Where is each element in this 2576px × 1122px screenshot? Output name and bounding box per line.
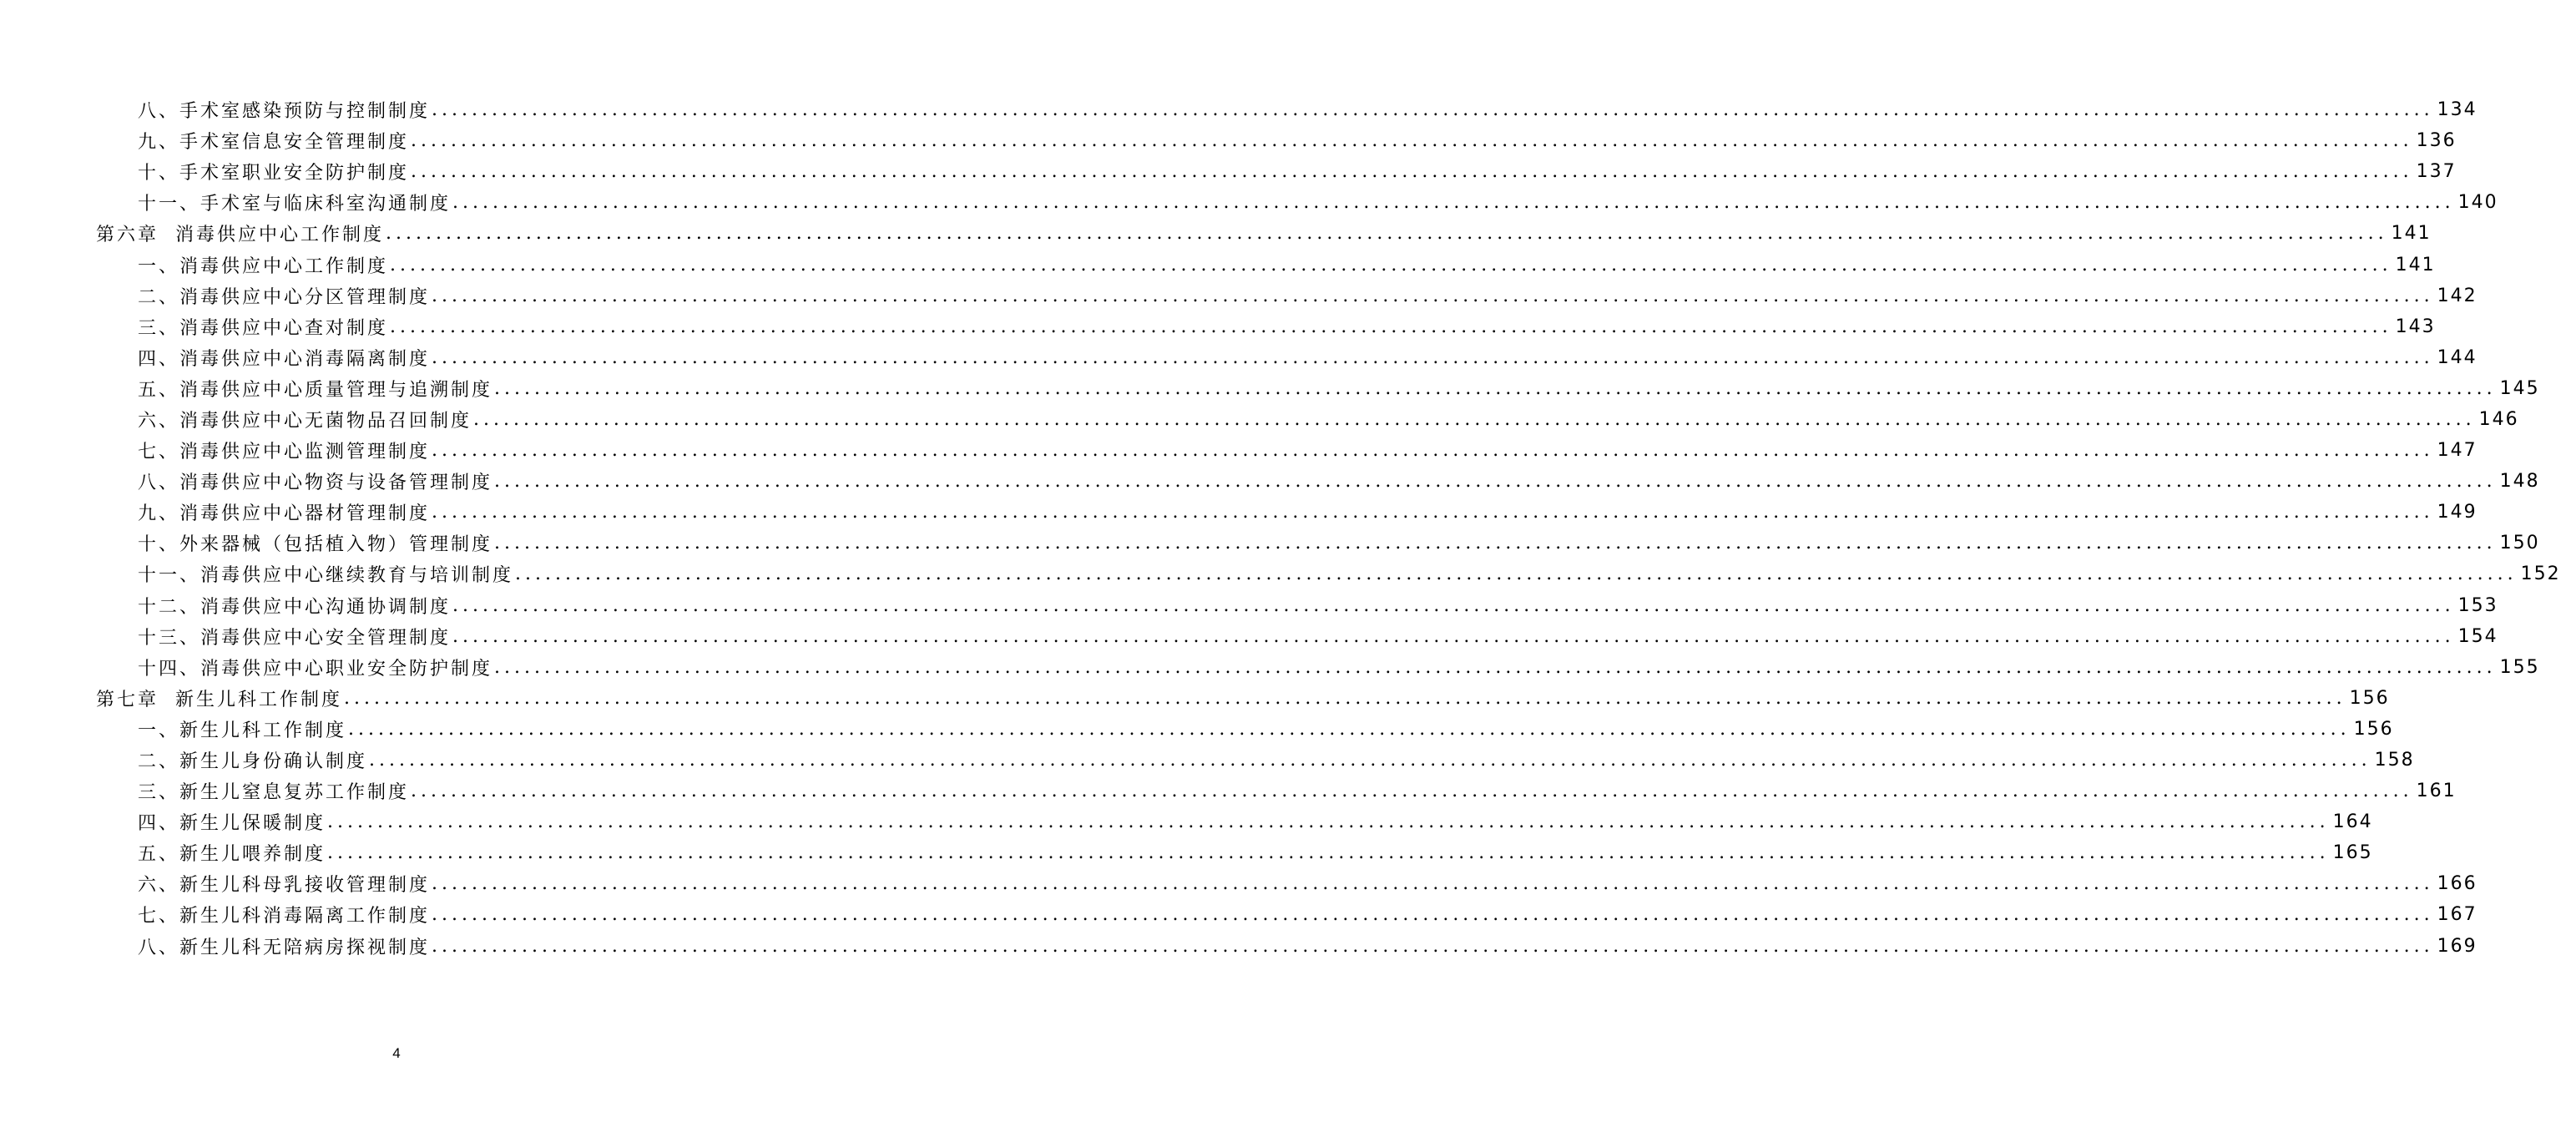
toc-entry-title: 一、消毒供应中心工作制度 (138, 255, 389, 277)
toc-page-number: 165 (2332, 842, 2373, 864)
toc-page-number: 142 (2437, 285, 2478, 306)
toc-page-number: 161 (2416, 781, 2457, 802)
toc-entry-title: 二、新生儿身份确认制度 (138, 751, 368, 773)
toc-chapter-title: 消毒供应中心工作制度 (175, 225, 385, 246)
toc-page-number: 156 (2353, 718, 2394, 740)
toc-entry-title: 六、新生儿科母乳接收管理制度 (138, 875, 431, 897)
dot-leader: ........................................................................................................................................................................................................ (327, 842, 2330, 864)
toc-entry-title: 三、新生儿窒息复苏工作制度 (138, 782, 410, 804)
toc-section-row[interactable] (0, 806, 2373, 837)
toc-page-number: 167 (2437, 904, 2478, 926)
toc-entry-title: 十一、消毒供应中心继续教育与培训制度 (138, 565, 514, 587)
dot-leader: ........................................................................................................................................................................................................ (432, 502, 2434, 523)
toc-section-row[interactable] (0, 776, 2457, 806)
toc-page-number: 141 (2395, 254, 2436, 275)
toc-entry-title (96, 685, 342, 711)
dot-leader: ........................................................................................................................................................................................................ (432, 440, 2434, 462)
toc-entry-title (96, 220, 384, 246)
dot-leader: ........................................................................................................................................................................................................ (348, 718, 2351, 740)
dot-leader: ........................................................................................................................................................................................................ (432, 285, 2434, 306)
toc-page-number: 154 (2457, 625, 2498, 647)
toc-entry-title: 七、消毒供应中心监测管理制度 (138, 442, 431, 463)
dot-leader: ........................................................................................................................................................................................................ (390, 254, 2392, 275)
dot-leader: ........................................................................................................................................................................................................ (473, 408, 2476, 430)
toc-entry-title: 八、手术室感染预防与控制制度 (138, 101, 431, 123)
toc-page-number: 158 (2374, 750, 2415, 771)
toc-entry-title: 七、新生儿科消毒隔离工作制度 (138, 906, 431, 927)
toc-page-number: 150 (2499, 533, 2540, 554)
toc-page-number: 137 (2416, 161, 2457, 183)
toc-page-number: 147 (2437, 440, 2478, 462)
toc-page-number: 140 (2457, 192, 2498, 214)
toc-chapter-title: 新生儿科工作制度 (175, 689, 343, 710)
toc-section-row[interactable] (0, 868, 2478, 899)
toc-section-row[interactable] (0, 249, 2436, 280)
toc-section-row[interactable] (0, 714, 2394, 745)
toc-page-number: 152 (2520, 564, 2561, 585)
toc-entry-title: 十一、手术室与临床科室沟通制度 (138, 194, 452, 215)
toc-entry-title: 十、外来器械（包括植入物）管理制度 (138, 534, 493, 556)
toc-section-row[interactable] (0, 931, 2478, 962)
dot-leader: ........................................................................................................................................................................................................ (432, 935, 2434, 957)
dot-leader: ........................................................................................................................................................................................................ (432, 873, 2434, 895)
toc-section-row[interactable] (0, 497, 2478, 528)
dot-leader: ........................................................................................................................................................................................................ (344, 687, 2346, 709)
toc-section-row[interactable] (0, 187, 2498, 218)
toc-page-number: 146 (2478, 408, 2519, 430)
dot-leader: ........................................................................................................................................................................................................ (386, 223, 2388, 245)
toc-section-row[interactable] (0, 94, 2478, 125)
toc-page-number: 156 (2349, 687, 2390, 709)
toc-entry-title: 十、手术室职业安全防护制度 (138, 163, 410, 184)
toc-page-number: 134 (2437, 99, 2478, 121)
toc-section-row[interactable] (0, 621, 2498, 652)
toc-entry-title: 四、新生儿保暖制度 (138, 813, 326, 835)
toc-section-row[interactable] (0, 404, 2519, 435)
toc-entry-title: 五、新生儿喂养制度 (138, 844, 326, 866)
toc-section-row[interactable] (0, 590, 2498, 621)
toc-page-number: 136 (2416, 130, 2457, 152)
toc-section-row[interactable] (0, 280, 2478, 311)
toc-entry-title: 九、手术室信息安全管理制度 (138, 132, 410, 154)
dot-leader: ........................................................................................................................................................................................................ (494, 656, 2497, 678)
toc-chapter-label: 第六章 (96, 225, 159, 246)
toc-entry-title: 四、消毒供应中心消毒隔离制度 (138, 348, 431, 370)
toc-entry-title: 二、消毒供应中心分区管理制度 (138, 286, 431, 308)
toc-page-number: 164 (2332, 811, 2373, 833)
dot-leader: ........................................................................................................................................................................................................ (515, 564, 2518, 585)
dot-leader: ........................................................................................................................................................................................................ (411, 161, 2413, 183)
dot-leader: ........................................................................................................................................................................................................ (432, 346, 2434, 368)
toc-section-row[interactable] (0, 125, 2457, 156)
dot-leader: ........................................................................................................................................................................................................ (411, 130, 2413, 152)
page-number: 4 (392, 1045, 401, 1061)
toc-page-number: 153 (2457, 594, 2498, 616)
dot-leader: ........................................................................................................................................................................................................ (452, 625, 2455, 647)
toc-chapter-row[interactable] (0, 218, 2432, 249)
toc-section-row[interactable] (0, 373, 2540, 404)
toc-section-row[interactable] (0, 899, 2478, 930)
toc-page-number: 143 (2395, 316, 2436, 337)
toc-section-row[interactable] (0, 745, 2415, 776)
toc-section-row[interactable] (0, 837, 2373, 868)
toc-entry-title: 十二、消毒供应中心沟通协调制度 (138, 596, 452, 618)
toc-page-number: 169 (2437, 935, 2478, 957)
toc-section-row[interactable] (0, 311, 2436, 342)
toc-page-number: 166 (2437, 873, 2478, 895)
toc-section-row[interactable] (0, 558, 2561, 589)
toc-entry-title: 五、消毒供应中心质量管理与追溯制度 (138, 379, 493, 401)
dot-leader: ........................................................................................................................................................................................................ (494, 533, 2497, 554)
toc-entry-title: 三、消毒供应中心查对制度 (138, 317, 389, 339)
dot-leader: ........................................................................................................................................................................................................ (432, 904, 2434, 926)
toc-section-row[interactable] (0, 466, 2540, 497)
toc-page-number: 141 (2391, 223, 2432, 245)
toc-page-number: 148 (2499, 471, 2540, 493)
dot-leader: ........................................................................................................................................................................................................ (432, 99, 2434, 121)
toc-entry-title: 九、消毒供应中心器材管理制度 (138, 503, 431, 525)
toc-section-row[interactable] (0, 342, 2478, 373)
toc-page-number: 145 (2499, 377, 2540, 399)
dot-leader: ........................................................................................................................................................................................................ (327, 811, 2330, 833)
toc-section-row[interactable] (0, 435, 2478, 466)
toc-entry-title: 六、消毒供应中心无菌物品召回制度 (138, 410, 472, 432)
dot-leader: ........................................................................................................................................................................................................ (390, 316, 2392, 337)
toc-page-number: 155 (2499, 656, 2540, 678)
dot-leader: ........................................................................................................................................................................................................ (494, 377, 2497, 399)
toc-entry-title: 十三、消毒供应中心安全管理制度 (138, 627, 452, 649)
toc-entry-title: 一、新生儿科工作制度 (138, 720, 347, 741)
toc-entry-title: 十四、消毒供应中心职业安全防护制度 (138, 658, 493, 680)
dot-leader: ........................................................................................................................................................................................................ (411, 781, 2413, 802)
dot-leader: ........................................................................................................................................................................................................ (494, 471, 2497, 493)
toc-chapter-row[interactable] (0, 683, 2390, 714)
toc-chapter-label: 第七章 (96, 689, 159, 710)
table-of-contents (0, 94, 2561, 962)
dot-leader: ........................................................................................................................................................................................................ (452, 192, 2455, 214)
toc-page-number: 144 (2437, 346, 2478, 368)
toc-page-number: 149 (2437, 502, 2478, 523)
toc-entry-title: 八、消毒供应中心物资与设备管理制度 (138, 473, 493, 494)
dot-leader: ........................................................................................................................................................................................................ (369, 750, 2371, 771)
dot-leader: ........................................................................................................................................................................................................ (452, 594, 2455, 616)
toc-entry-title: 八、新生儿科无陪病房探视制度 (138, 937, 431, 958)
toc-section-row[interactable] (0, 528, 2540, 558)
toc-section-row[interactable] (0, 652, 2540, 683)
toc-section-row[interactable] (0, 156, 2457, 187)
